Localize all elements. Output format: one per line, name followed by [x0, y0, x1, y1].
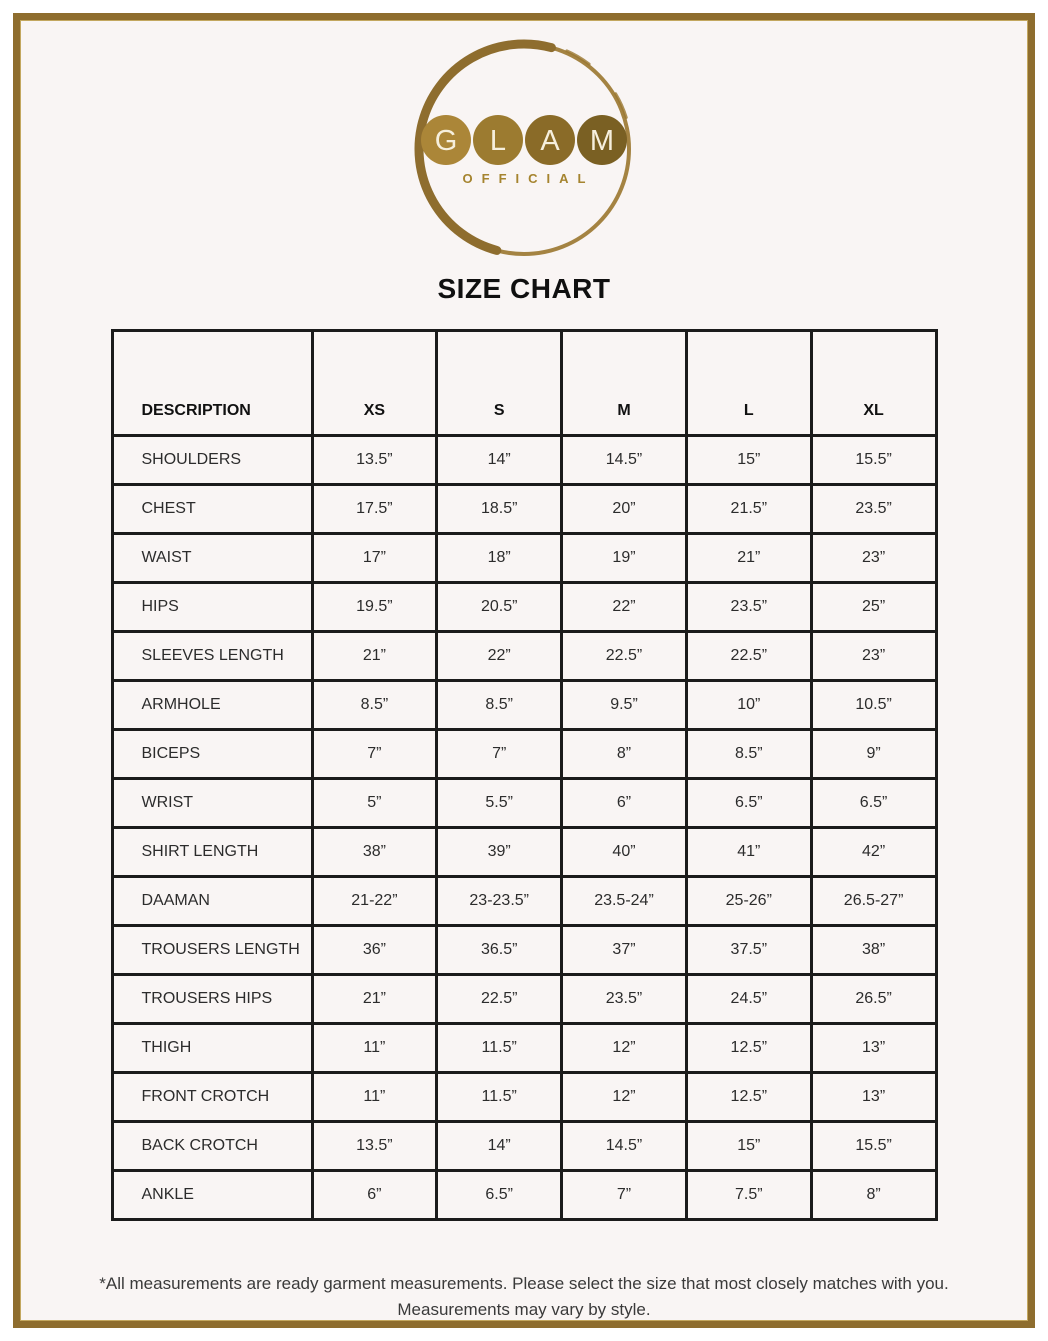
size-value-cell: 12.5” [686, 1024, 811, 1073]
size-value-cell: 12” [562, 1073, 687, 1122]
table-row [112, 779, 936, 828]
column-header-xl: XL [811, 331, 936, 436]
table-row [112, 975, 936, 1024]
size-value-cell: 14” [437, 436, 562, 485]
size-value-cell: 18.5” [437, 485, 562, 534]
size-value-cell: 14.5” [562, 1122, 687, 1171]
table-row [112, 1122, 936, 1171]
size-value-cell: 39” [437, 828, 562, 877]
size-value-cell: 23.5” [562, 975, 687, 1024]
size-value-cell: 5.5” [437, 779, 562, 828]
size-value-cell: 23-23.5” [437, 877, 562, 926]
size-value-cell: 10” [686, 681, 811, 730]
size-value-cell: 23.5” [811, 485, 936, 534]
row-label-cell: TROUSERS HIPS [112, 975, 312, 1024]
column-header-m: M [562, 331, 687, 436]
brand-logo [407, 38, 642, 263]
size-value-cell: 17” [312, 534, 437, 583]
size-value-cell: 26.5-27” [811, 877, 936, 926]
row-label-cell: CHEST [112, 485, 312, 534]
size-value-cell: 12.5” [686, 1073, 811, 1122]
size-value-cell: 13” [811, 1024, 936, 1073]
column-header-l: L [686, 331, 811, 436]
row-label-cell: SHIRT LENGTH [112, 828, 312, 877]
size-value-cell: 11” [312, 1073, 437, 1122]
size-value-cell: 25” [811, 583, 936, 632]
size-value-cell: 22” [437, 632, 562, 681]
footnote-line-2: Measurements may vary by style. [397, 1300, 651, 1320]
size-value-cell: 9.5” [562, 681, 687, 730]
column-header-xs: XS [312, 331, 437, 436]
row-label-cell: WRIST [112, 779, 312, 828]
row-label-cell: WAIST [112, 534, 312, 583]
row-label-cell: DAAMAN [112, 877, 312, 926]
size-value-cell: 14” [437, 1122, 562, 1171]
logo-letter-circle-m: M [577, 115, 627, 165]
size-value-cell: 20.5” [437, 583, 562, 632]
row-label-cell: HIPS [112, 583, 312, 632]
size-value-cell: 7.5” [686, 1171, 811, 1220]
column-header-s: S [437, 331, 562, 436]
size-value-cell: 6.5” [686, 779, 811, 828]
logo-letter-circle-g: G [421, 115, 471, 165]
footnote-line-1: *All measurements are ready garment measurements. Please select the size that most closely matches with you. [99, 1274, 949, 1293]
size-value-cell: 40” [562, 828, 687, 877]
table-row [112, 730, 936, 779]
size-value-cell: 14.5” [562, 436, 687, 485]
size-value-cell: 21” [312, 975, 437, 1024]
logo-letters [421, 115, 627, 165]
table-row [112, 436, 936, 485]
table-row [112, 1171, 936, 1220]
size-value-cell: 25-26” [686, 877, 811, 926]
size-value-cell: 10.5” [811, 681, 936, 730]
logo-subtitle: OFFICIAL [462, 171, 595, 186]
size-value-cell: 13.5” [312, 436, 437, 485]
size-value-cell: 8” [811, 1171, 936, 1220]
size-value-cell: 21” [312, 632, 437, 681]
row-label-cell: TROUSERS LENGTH [112, 926, 312, 975]
size-value-cell: 15.5” [811, 1122, 936, 1171]
size-value-cell: 20” [562, 485, 687, 534]
row-label-cell: SLEEVES LENGTH [112, 632, 312, 681]
size-chart-table [111, 329, 938, 1221]
size-value-cell: 21-22” [312, 877, 437, 926]
footnote [20, 1271, 1028, 1324]
size-value-cell: 11” [312, 1024, 437, 1073]
size-value-cell: 37.5” [686, 926, 811, 975]
table-row [112, 1073, 936, 1122]
table-row [112, 583, 936, 632]
size-value-cell: 38” [811, 926, 936, 975]
size-value-cell: 15” [686, 1122, 811, 1171]
size-value-cell: 7” [562, 1171, 687, 1220]
size-value-cell: 24.5” [686, 975, 811, 1024]
table-row [112, 681, 936, 730]
size-value-cell: 17.5” [312, 485, 437, 534]
size-value-cell: 37” [562, 926, 687, 975]
size-value-cell: 13” [811, 1073, 936, 1122]
size-value-cell: 15.5” [811, 436, 936, 485]
row-label-cell: BACK CROTCH [112, 1122, 312, 1171]
size-value-cell: 9” [811, 730, 936, 779]
table-row [112, 1024, 936, 1073]
size-value-cell: 6” [312, 1171, 437, 1220]
size-value-cell: 5” [312, 779, 437, 828]
size-value-cell: 6.5” [811, 779, 936, 828]
gold-page-frame [13, 13, 1035, 1328]
size-value-cell: 8.5” [312, 681, 437, 730]
size-value-cell: 22” [562, 583, 687, 632]
table-row [112, 828, 936, 877]
size-value-cell: 42” [811, 828, 936, 877]
size-value-cell: 8” [562, 730, 687, 779]
size-value-cell: 23.5-24” [562, 877, 687, 926]
size-value-cell: 19.5” [312, 583, 437, 632]
row-label-cell: ARMHOLE [112, 681, 312, 730]
size-value-cell: 19” [562, 534, 687, 583]
table-row [112, 485, 936, 534]
size-value-cell: 7” [437, 730, 562, 779]
size-value-cell: 22.5” [562, 632, 687, 681]
size-value-cell: 36.5” [437, 926, 562, 975]
size-value-cell: 26.5” [811, 975, 936, 1024]
table-row [112, 877, 936, 926]
logo-letter-circle-a: A [525, 115, 575, 165]
table-header-row [112, 331, 936, 436]
row-label-cell: BICEPS [112, 730, 312, 779]
size-value-cell: 6.5” [437, 1171, 562, 1220]
row-label-cell: THIGH [112, 1024, 312, 1073]
table-row [112, 926, 936, 975]
size-value-cell: 8.5” [437, 681, 562, 730]
size-value-cell: 6” [562, 779, 687, 828]
row-label-cell: ANKLE [112, 1171, 312, 1220]
size-value-cell: 12” [562, 1024, 687, 1073]
size-value-cell: 36” [312, 926, 437, 975]
logo-letter-circle-l: L [473, 115, 523, 165]
size-value-cell: 21.5” [686, 485, 811, 534]
size-value-cell: 11.5” [437, 1024, 562, 1073]
size-value-cell: 22.5” [437, 975, 562, 1024]
size-value-cell: 38” [312, 828, 437, 877]
size-value-cell: 23” [811, 632, 936, 681]
size-value-cell: 13.5” [312, 1122, 437, 1171]
size-value-cell: 21” [686, 534, 811, 583]
row-label-cell: FRONT CROTCH [112, 1073, 312, 1122]
size-value-cell: 11.5” [437, 1073, 562, 1122]
page-title: SIZE CHART [437, 273, 611, 304]
size-value-cell: 22.5” [686, 632, 811, 681]
size-value-cell: 8.5” [686, 730, 811, 779]
size-value-cell: 23” [811, 534, 936, 583]
size-table-body [112, 436, 936, 1220]
size-value-cell: 7” [312, 730, 437, 779]
size-value-cell: 23.5” [686, 583, 811, 632]
row-label-cell: SHOULDERS [112, 436, 312, 485]
size-value-cell: 41” [686, 828, 811, 877]
table-row [112, 534, 936, 583]
column-header-description: DESCRIPTION [112, 331, 312, 436]
size-value-cell: 15” [686, 436, 811, 485]
size-value-cell: 18” [437, 534, 562, 583]
table-row [112, 632, 936, 681]
